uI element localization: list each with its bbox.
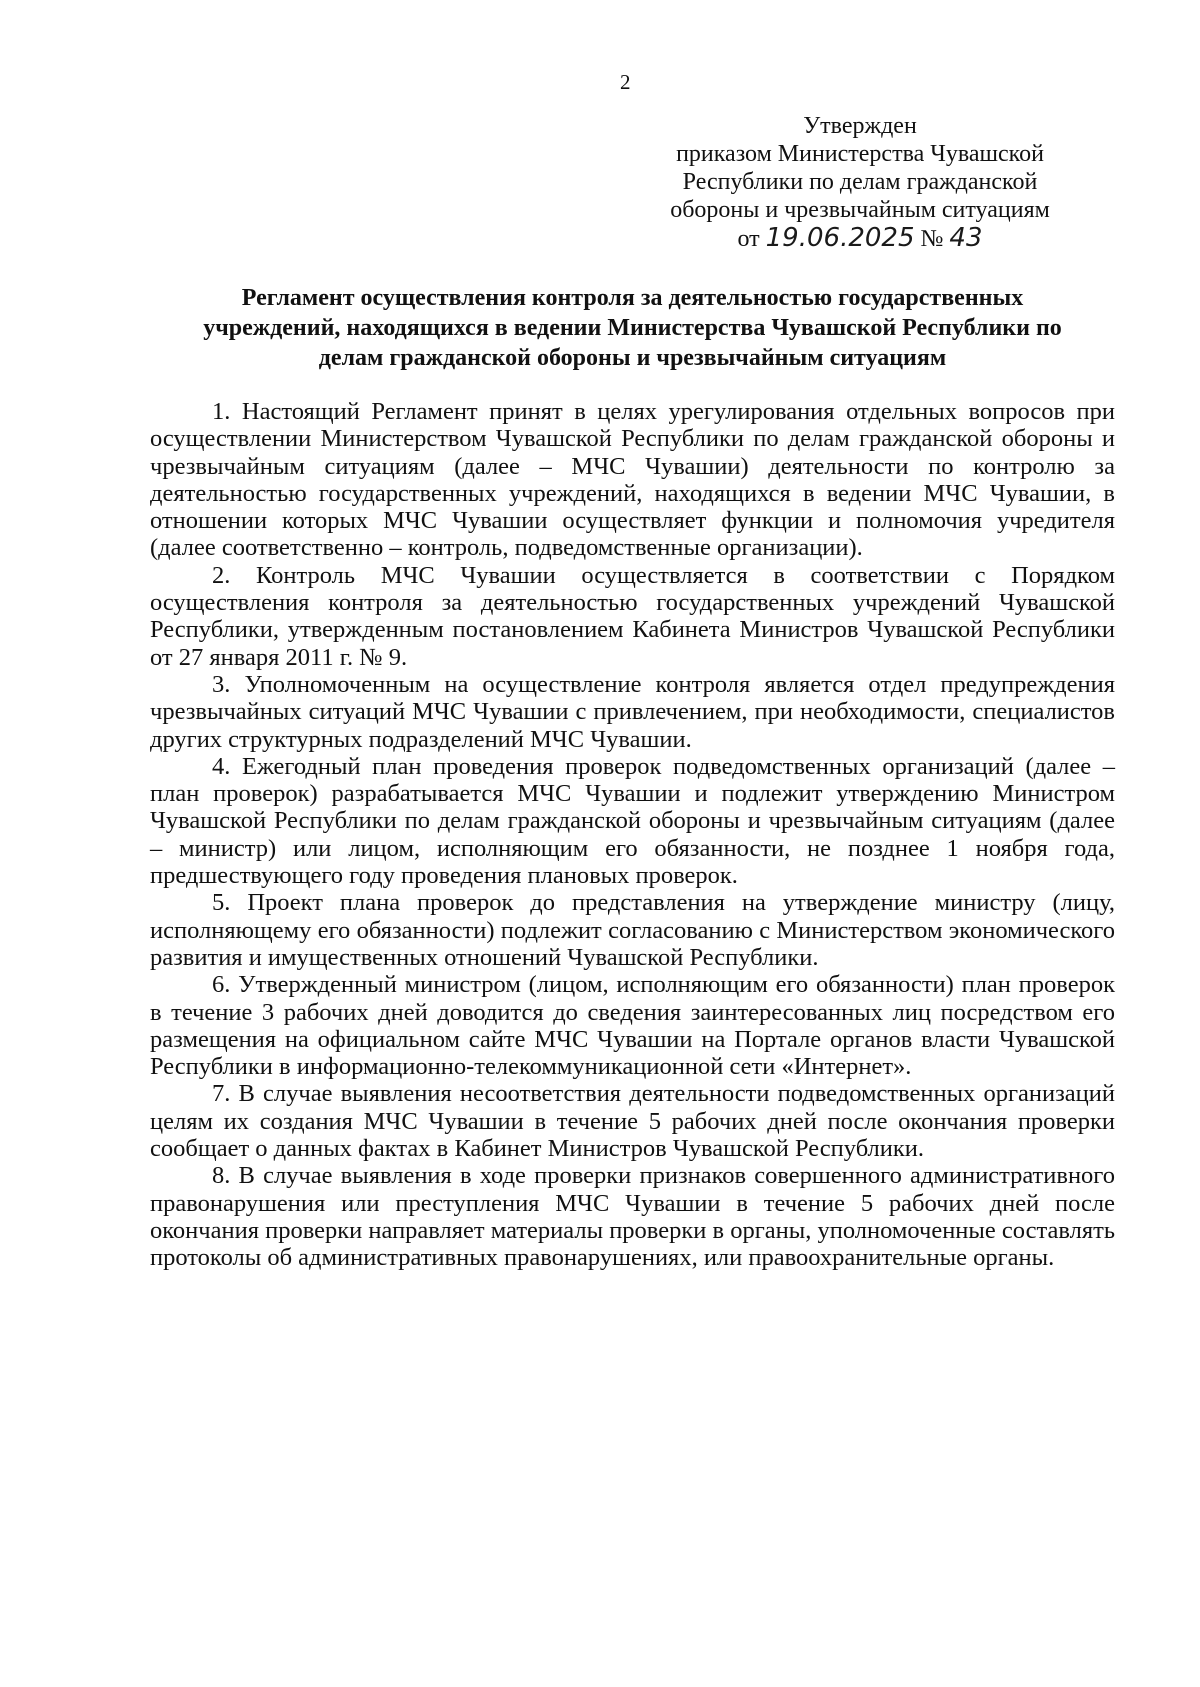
approval-line-1: Утвержден — [803, 113, 917, 139]
document-body — [150, 398, 1115, 1272]
approval-line-4: обороны и чрезвычайным ситуациям — [670, 197, 1050, 223]
approval-line-3: Республики по делам гражданской — [682, 169, 1038, 195]
approval-stamp — [640, 112, 1080, 253]
paragraph-7: 7. В случае выявления несоответствия деятельности подведомственных организаций целям их создания МЧС Чувашии в течение 5 рабочих дней после окончания проверки сообщает о данных фактах в Кабинет Министров Чувашской Республики. — [150, 1080, 1115, 1163]
title-line-1: Регламент осуществления контроля за деятельностью государственных — [241, 285, 1024, 311]
paragraph-4: 4. Ежегодный план проведения проверок подведомственных организаций (далее – план проверок) разрабатывается МЧС Чувашии и подлежит утверждению Министром Чувашской Республики по делам гражданской обороны и чрезвычайным ситуациям (далее – министр) или лицом, исполняющим его обязанности, не позднее 1 ноября года, предшествующего году проведения плановых проверок. — [150, 752, 1115, 890]
paragraph-5: 5. Проект плана проверок до представления на утверждение министру (лицу, исполняющему его обязанности) подлежит согласованию с Министерством экономического развития и имущественных отношений Чувашской Республики. — [150, 889, 1115, 971]
paragraph-2: 2. Контроль МЧС Чувашии осуществляется в соответствии с Порядком осуществления контроля за деятельностью государственных учреждений Чувашской Республики, утвержденным постановлением Кабинета Министров Чувашской Республики от 27 января 2011 г. № 9. — [150, 561, 1115, 671]
document-title — [150, 283, 1115, 373]
paragraph-3: 3. Уполномоченным на осуществление контроля является отдел предупреждения чрезвычайных ситуаций МЧС Чувашии с привлечением, при необходимости, специалистов других структурных подразделений МЧС Чувашии. — [150, 670, 1115, 753]
paragraph-6: 6. Утвержденный министром (лицом, исполняющим его обязанности) план проверок в течение 3 рабочих дней доводится до сведения заинтересованных лиц посредством его размещения на официальном сайте МЧС Чувашии на Портале органов власти Чувашской Республики в информационно-телекоммуникационной сети «Интернет». — [150, 971, 1115, 1081]
approval-date-handwritten: 19.06.2025 — [765, 223, 915, 253]
approval-date-prefix: от — [737, 226, 760, 252]
approval-number-handwritten: 43 — [949, 223, 983, 253]
title-line-2: учреждений, находящихся в ведении Министерства Чувашской Республики по — [203, 315, 1062, 341]
title-line-3: делам гражданской обороны и чрезвычайным ситуациям — [318, 345, 947, 371]
approval-line-2: приказом Министерства Чувашской — [676, 141, 1044, 167]
approval-number-sign: № — [920, 226, 944, 252]
paragraph-1: 1. Настоящий Регламент принят в целях урегулирования отдельных вопросов при осуществлении Министерством Чувашской Республики по делам гражданской обороны и чрезвычайным ситуациям (далее – МЧС Чувашии) деятельности по контролю за деятельностью государственных учреждений, находящихся в ведении МЧС Чувашии, в отношении которых МЧС Чувашии осуществляет функции и полномочия учредителя (далее соответственно – контроль, подведомственные организации). — [150, 398, 1115, 562]
approval-date-line — [640, 224, 1080, 253]
paragraph-8: 8. В случае выявления в ходе проверки признаков совершенного административного правонарушения или преступления МЧС Чувашии в течение 5 рабочих дней после окончания проверки направляет материалы проверки в органы, уполномоченные составлять протоколы об административных правонарушениях, или правоохранительные органы. — [150, 1162, 1115, 1272]
page-number: 2 — [620, 70, 631, 94]
